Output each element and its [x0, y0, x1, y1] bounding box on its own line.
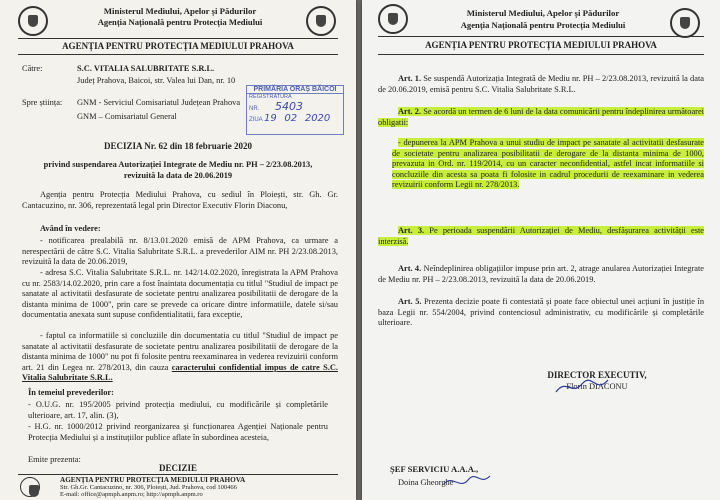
director-signature [552, 376, 612, 398]
decision-subject-1: privind suspendarea Autorizației Integrate de Mediu nr. PH – 2/23.08.2013, [43, 160, 313, 169]
stamp-nr-value: 5403 [275, 100, 304, 113]
header-divider-top [18, 38, 338, 39]
stamp-registry-label: REGISTRATURA [249, 94, 292, 100]
article-5-label: Art. 5. [398, 297, 422, 306]
article-5 [378, 297, 704, 329]
recipient-address: Județ Prahova, Baicoi, str. Valea lui Dan, nr. 10 [77, 76, 236, 85]
stamp-date-label: ZIUA [249, 117, 263, 123]
head-of-service-name: Doina Gheorghe [398, 478, 454, 487]
header-divider-bottom [18, 54, 338, 55]
article-3-text: Pe perioada suspendării Autorizației de Mediu, desfășurarea activității este interzisă. [378, 226, 704, 246]
confidentiality-emphasis: caracterului confidential impus de catre S.C. Vitalia Salubritate S.R.L. [22, 362, 338, 383]
legal-basis-1: - O.U.G. nr. 195/2005 privind protecția mediului, cu modificările și completările ulterioare, art. 17, alin. (3), [28, 400, 328, 420]
page-1-footer [0, 474, 356, 500]
article-3-label: Art. 3. [398, 226, 425, 235]
header-agency-national: Agenția Națională pentru Protecția Mediului [97, 17, 263, 27]
stamp-month: 02 [284, 113, 298, 124]
header-ministry: Ministerul Mediului, Apelor și Pădurilor [103, 6, 257, 16]
article-4-label: Art. 4. [398, 264, 422, 273]
footer-address: Str. Gh.Gr. Cantacuzino, nr. 306, Ploiești, Jud. Prahova, cod 100466 [60, 484, 237, 491]
director-name: Florin DIACONU [566, 382, 628, 391]
considering-heading: Având în vedere: [40, 224, 101, 233]
article-1 [378, 74, 704, 95]
decision-subject-2: revizuită la data de 20.06.2019 [123, 171, 233, 180]
head-of-service-signature [442, 470, 492, 492]
article-1-text: Se suspendă Autorizația Integrată de Mediu nr. PH – 2/23.08.2013, revizuită la data de 20.06.2019, emisă pentru S.C. Vitalia Salubritate S.R.L. [378, 74, 704, 94]
header-agency-local: AGENȚIA PENTRU PROTECȚIA MEDIULUI PRAHOVA [62, 41, 294, 51]
article-4-text: Neîndeplinirea obligațiilor impuse prin art. 2, atrage anularea Autorizației Integrate de Mediu nr. PH – 2/23.08.2013, revizuită la data de 20.06.2019. [378, 264, 704, 284]
romania-coat-of-arms-icon [378, 4, 408, 34]
article-2-obligation [392, 138, 704, 191]
document-page-2 [362, 0, 720, 500]
head-of-service-title: ȘEF SERVICIU A.A.A., [390, 464, 479, 474]
footer-agency: AGENȚIA PENTRU PROTECȚIA MEDIULUI PRAHOVA [60, 476, 246, 484]
header-ministry: Ministerul Mediului, Apelor și Pădurilor [466, 8, 620, 18]
registration-stamp [246, 85, 344, 135]
stamp-day: 19 [264, 113, 277, 124]
article-1-label: Art. 1. [398, 74, 422, 83]
article-2-text: Se acordă un termen de 6 luni de la data comunicării pentru îndeplinirea următoarei obligatii: [378, 107, 704, 127]
header-agency-local: AGENȚIA PENTRU PROTECȚIA MEDIULUI PRAHOVA [425, 40, 657, 50]
footer-contact: E-mail: office@apmph.anpm.ro; http://apmph.anpm.ro [60, 491, 203, 498]
document-page-1 [0, 0, 356, 500]
article-3 [378, 226, 704, 247]
intro-paragraph: Agenția pentru Protecția Mediului Prahova, cu sediul în Ploiești, str. Gh. Gr. Cantacuzino, nr. 306, reprezentată legal prin Director Executiv Florin Diaconu, [22, 190, 338, 210]
cc-line-2: GNM – Comisariatul General [77, 112, 177, 121]
consideration-2: - adresa S.C. Vitalia Salubritate S.R.L. nr. 142/14.02.2020, înregistrata la APM Prahova cu nr. 2583/14.02.2020, prin care a fost înaintata documentația cu titlul "Studiul de impact pe sanatate al activitatii desfasurate de societate pentru analizarea posibilitatii de derogare de la distanta minima de 1000", prin care se prevede ca oricare dintre informatiile, datele si/sau documentatia anexata sunt supuse confidentialitatii, fara exceptie, [22, 268, 338, 320]
anpm-logo-icon [670, 8, 700, 38]
article-2-obligation-text: - depunerea la APM Prahova a unui studiu de impact pe sanatate al activitatii desfasurate de societate pentru analizarea posibilitatii de derogare de la distanta minima de 1000, prevazuta in Ord. nr. 119/2014, cu un caracter neconfidential, astfel incat informatiile si concluziile din acesta sa poata fi folosite in cadrul procedurii de reexaminare in vederea revizuirii conform Legii nr. 278/2013. [392, 138, 704, 190]
cc-label: Spre știința: [22, 98, 63, 107]
anpm-logo-icon [306, 6, 336, 36]
consideration-3-text: - faptul ca informatiile si concluziile din documentatia cu titlul "Studiul de impact pe sanatate al activitatii desfasurate de societate pentru analizarea posibilitatii de derogare de la distanta minima de 1000" nu pot fi folosite pentru reexaminarea in vederea revizuirii conform art. 21 din Legea nr. 278/2013, din cauza [22, 331, 338, 372]
to-label: Către: [22, 64, 43, 73]
cc-line-1: GNM - Serviciul Comisariatul Județean Prahova [77, 98, 241, 107]
footer-divider [18, 474, 338, 475]
issues-label: Emite prezenta: [28, 455, 81, 464]
article-2-label: Art. 2. [398, 107, 422, 116]
recipient-name: S.C. VITALIA SALUBRITATE S.R.L. [77, 64, 215, 73]
stamp-year: 2020 [304, 113, 331, 124]
consideration-3 [22, 331, 338, 384]
decision-heading: DECIZIE [158, 463, 197, 473]
article-4 [378, 264, 704, 285]
director-title: DIRECTOR EXECUTIV, [547, 370, 647, 380]
romania-coat-of-arms-icon [18, 6, 48, 36]
header-divider-bottom [378, 54, 704, 55]
header-agency-national: Agenția Națională pentru Protecția Mediului [460, 20, 626, 30]
article-5-text: Prezenta decizie poate fi contestată și poate face obiectul unei acțiuni în justiție în baza Legii nr. 554/2004, privind contenciosul administrativ, cu modificările și completările ulterioare. [378, 297, 705, 328]
consideration-1: - notificarea prealabilă nr. 8/13.01.2020 emisă de APM Prahova, ca urmare a nerespectării de către S.C. Vitalia Salubritate S.R.L. a prevederilor AIM nr. PH 2/23.08.2013, revizuită la data de 20.06.2019, [22, 236, 338, 267]
legal-basis-2: - H.G. nr. 1000/2012 privind reorganizarea și funcționarea Agenției Naționale pentru Protecția Mediului și a instituțiilor publice aflate în subordinea acesteia, [28, 422, 328, 442]
stamp-nr-label: NR. [249, 106, 260, 112]
footer-logo-icon [20, 477, 40, 497]
header-divider-top [378, 36, 704, 37]
stamp-title: PRIMĂRIA ORAȘ BĂICOI [247, 86, 343, 94]
decision-title: DECIZIA Nr. 62 din 18 februarie 2020 [104, 141, 252, 151]
legal-basis-heading: În temeiul prevederilor: [28, 388, 114, 397]
article-2 [378, 107, 704, 128]
